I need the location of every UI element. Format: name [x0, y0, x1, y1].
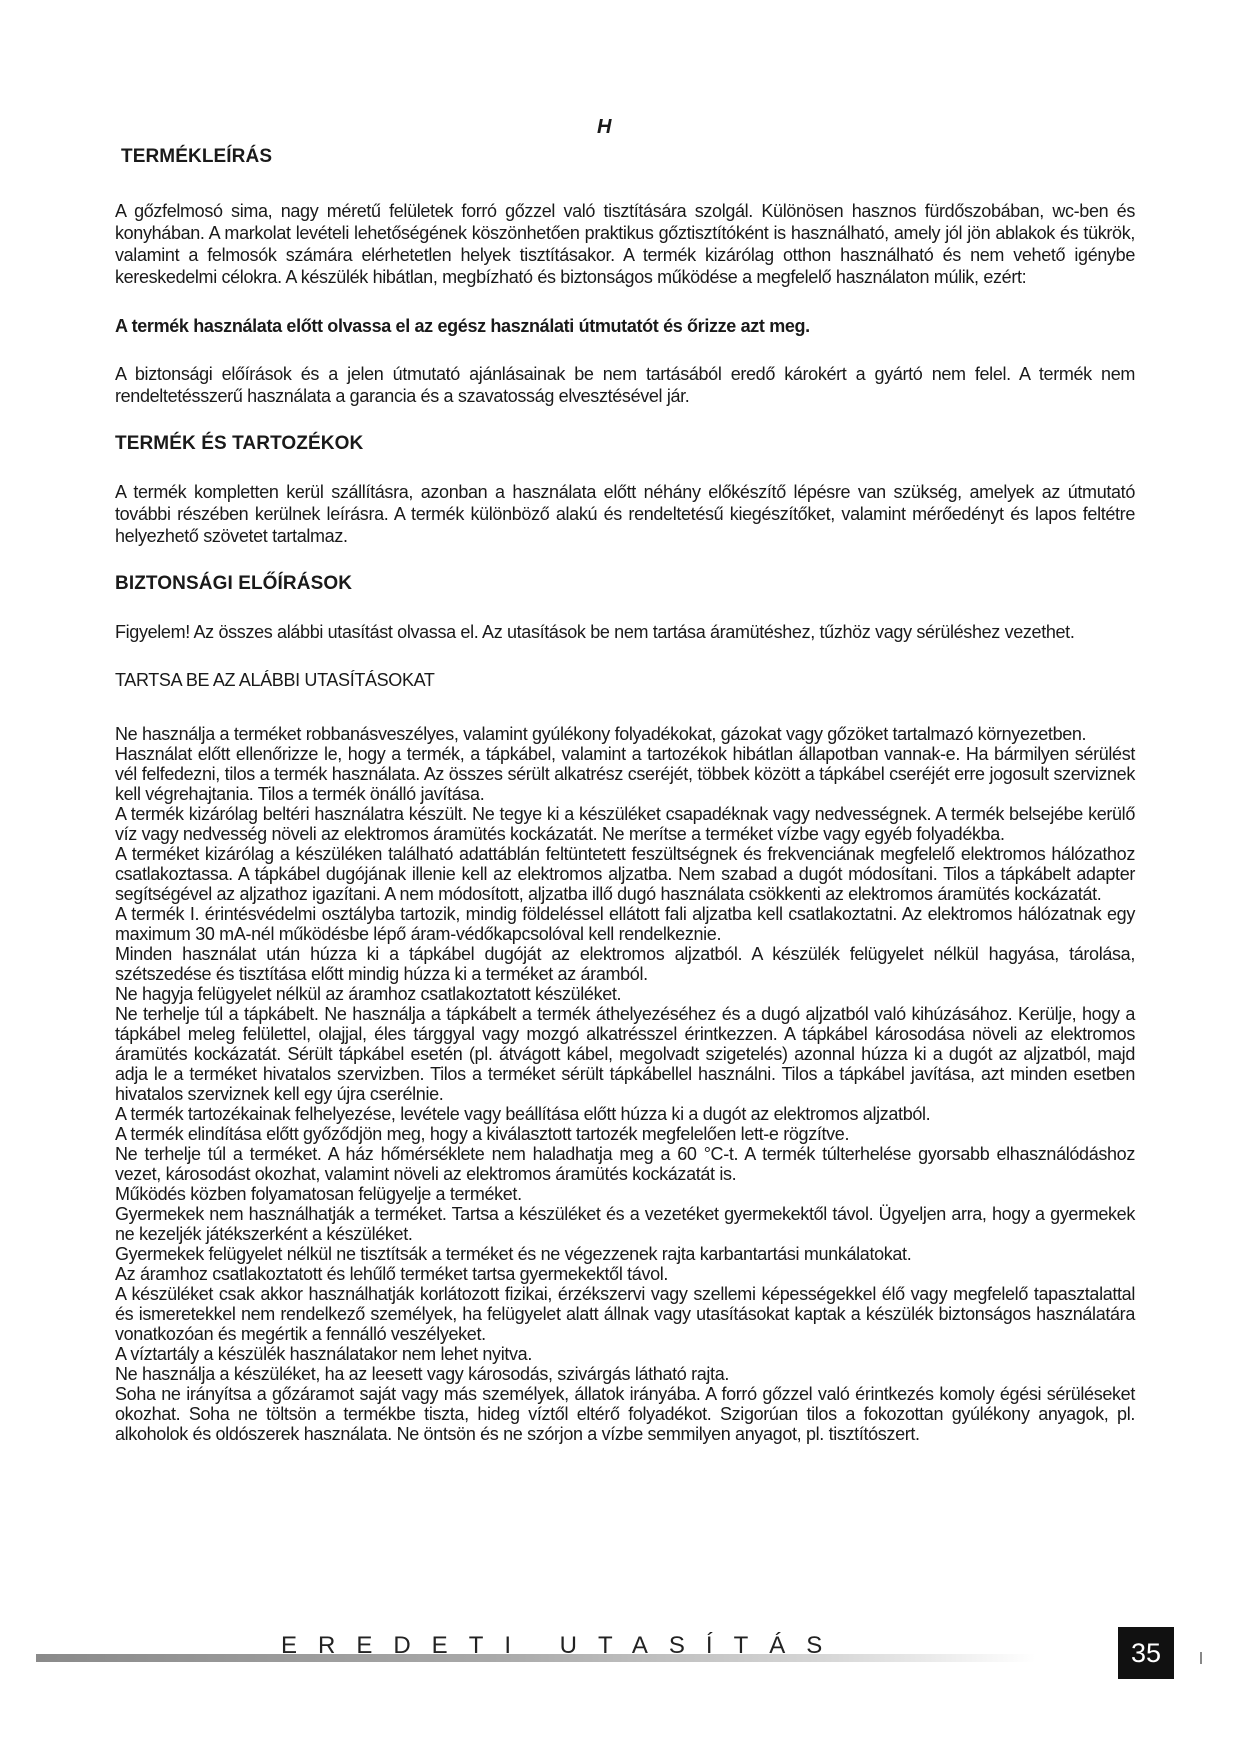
product-description-paragraph: A gőzfelmosó sima, nagy méretű felületek forró gőzzel való tisztítására szolgál. Különösen hasznos fürdőszobában, wc-ben és konyhában. A markolat levételi lehetőségének köszönhetően praktikus gőztisztítóként is használható, amely jól jön ablakok és tükrök, valamint a felmosók számára elérhetetlen helyek tisztításakor. A termék kizárólag otthon használható és nem vehető igénybe kereskedelmi célokra. A készülék hibátlan, megbízható és biztonságos működése a megfelelő használaton múlik, ezért:: [115, 201, 1135, 287]
safety-rule: A készüléket csak akkor használhatják korlátozott fizikai, érzékszervi vagy szellemi képességekkel élő vagy megfelelő tapasztalattal és ismeretekkel nem rendelkező személyek, ha felügyelet alatt állnak vagy utasításokat kaptak a készülék biztonságos használatára vonatkozóan és megértik a fennálló veszélyeket.: [115, 1284, 1135, 1344]
safety-rule: A terméket kizárólag a készüléken található adattáblán feltüntetett feszültségnek és frekvenciának megfelelő elektromos hálózathoz csatlakoztassa. A tápkábel dugójának illenie kell az elektromos aljzatba. Nem szabad a dugót módosítani. Tilos a tápkábelt adapter segítségével az aljzathoz igazítani. A nem módosított, aljzatba illő dugó használata csökkenti az elektromos áramütés kockázatát.: [115, 844, 1135, 904]
product-accessories-paragraph: A termék kompletten kerül szállításra, azonban a használata előtt néhány előkészítő lépésre van szükség, amelyek az útmutató további részében kerülnek leírásra. A termék különböző alakú és rendeltetésű kiegészítőket, valamint mérőedényt és lapos feltétre helyezhető szövetet tartalmaz.: [115, 482, 1135, 546]
safety-rule: Ne terhelje túl a terméket. A ház hőmérséklete nem haladhatja meg a 60 °C-t. A termék túlterhelése gyorsabb elhasználódáshoz vezet, károsodást okozhat, valamint növeli az elektromos áramütés kockázatát is.: [115, 1144, 1135, 1184]
safety-rule: Az áramhoz csatlakoztatott és lehűlő terméket tartsa gyermekektől távol.: [115, 1264, 669, 1284]
safety-rule: Minden használat után húzza ki a tápkábel dugóját az elektromos aljzatból. A készülék felügyelet nélkül hagyása, tárolása, szétszedése és tisztítása előtt mindig húzza ki a terméket az áramból.: [115, 944, 1135, 984]
safety-rule: Működés közben folyamatosan felügyelje a terméket.: [115, 1184, 522, 1204]
safety-warning: Figyelem! Az összes alábbi utasítást olvassa el. Az utasítások be nem tartása áramütéshez, tűzhöz vagy sérüléshez vezethet.: [115, 622, 1075, 642]
safety-rule: Ne hagyja felügyelet nélkül az áramhoz csatlakoztatott készüléket.: [115, 984, 622, 1004]
safety-rule: Soha ne irányítsa a gőzáramot saját vagy más személyek, állatok irányába. A forró gőzzel való érintkezés komoly égési sérüléseket okozhat. Soha ne töltsön a termékbe tiszta, hideg víztől eltérő folyadékot. Szigorúan tilos a fokozottan gyúlékony anyagok, pl. alkoholok és oldószerek használata. Ne öntsön és ne szórjon a vízbe semmilyen anyagot, pl. tisztítószert.: [115, 1384, 1135, 1444]
safety-rule: A termék kizárólag beltéri használatra készült. Ne tegye ki a készüléket csapadéknak vagy nedvességnek. A termék belsejébe kerülő víz vagy nedvesség növeli az elektromos áramütés kockázatát. Ne merítse a terméket vízbe vagy egyéb folyadékba.: [115, 804, 1135, 844]
liability-paragraph: A biztonsági előírások és a jelen útmutató ajánlásainak be nem tartásából eredő károkért a gyártó nem felel. A termék nem rendeltetésszerű használata a garancia és a szavatosság elvesztésével jár.: [115, 364, 1135, 406]
safety-rule: A termék I. érintésvédelmi osztályba tartozik, mindig földeléssel ellátott fali aljzatba kell csatlakoztatni. Az elektromos hálózatnak egy maximum 30 mA-nél működésbe lépő áram-védőkapcsolóval kell rendelkeznie.: [115, 904, 1135, 944]
read-manual-note: A termék használata előtt olvassa el az egész használati útmutatót és őrizze azt meg.: [115, 316, 810, 336]
safety-rule: Gyermekek felügyelet nélkül ne tisztítsák a terméket és ne végezzenek rajta karbantartási munkálatokat.: [115, 1244, 912, 1264]
page-content: [115, 146, 1135, 1444]
safety-rule: Használat előtt ellenőrizze le, hogy a termék, a tápkábel, valamint a tartozékok hibátlan állapotban vannak-e. Ha bármilyen sérülést vél felfedezni, tilos a termék használata. Az összes sérült alkatrész cseréjét, többek között a tápkábel cseréjét erre jogosult szerviznek kell végrehajtania. Tilos a termék önálló javítása.: [115, 744, 1135, 804]
edge-tick-mark: [1200, 1652, 1202, 1664]
safety-rules-list: [115, 724, 1135, 1444]
page-number: 35: [1118, 1627, 1174, 1679]
section-title-product-accessories: TERMÉK ÉS TARTOZÉKOK: [115, 433, 364, 454]
safety-rule: A víztartály a készülék használatakor nem lehet nyitva.: [115, 1344, 532, 1364]
section-title-product-description: TERMÉKLEÍRÁS: [121, 146, 273, 167]
safety-rule: Ne használja a terméket robbanásveszélyes, valamint gyúlékony folyadékokat, gázokat vagy gőzöket tartalmazó környezetben.: [115, 724, 1087, 744]
safety-rule: Ne használja a készüléket, ha az leesett vagy károsodás, szivárgás látható rajta.: [115, 1364, 729, 1384]
footer-label: EREDETI UTASÍTÁS: [281, 1632, 844, 1659]
safety-rule: A termék tartozékainak felhelyezése, levétele vagy beállítása előtt húzza ki a dugót az elektromos aljzatból.: [115, 1104, 931, 1124]
section-title-safety: BIZTONSÁGI ELŐÍRÁSOK: [115, 573, 353, 594]
safety-rule: Ne terhelje túl a tápkábelt. Ne használja a tápkábelt a termék áthelyezéséhez és a dugó aljzatból való kihúzásához. Kerülje, hogy a tápkábel meleg felülettel, olajjal, éles tárggyal vagy mozgó alkatrésszel érintkezzen. A tápkábel károsodása növeli az elektromos áramütés kockázatát. Sérült tápkábel esetén (pl. átvágott kábel, megolvadt szigetelés) azonnal húzza ki a dugót az aljzatból, majd adja le a terméket hivatalos szervizben. Tilos a terméket sérült tápkábellel használni. Tilos a tápkábel javítása, azt minden esetben hivatalos szerviznek kell egy újra cserélnie.: [115, 1004, 1135, 1104]
safety-rule: Gyermekek nem használhatják a terméket. Tartsa a készüléket és a vezetéket gyermekektől távol. Ügyeljen arra, hogy a gyermekek ne kezeljék játékszerként a készüléket.: [115, 1204, 1135, 1244]
safety-subtitle: TARTSA BE AZ ALÁBBI UTASÍTÁSOKAT: [115, 670, 435, 690]
language-mark: H: [597, 116, 612, 138]
safety-rule: A termék elindítása előtt győződjön meg, hogy a kiválasztott tartozék megfelelően lett-e rögzítve.: [115, 1124, 850, 1144]
